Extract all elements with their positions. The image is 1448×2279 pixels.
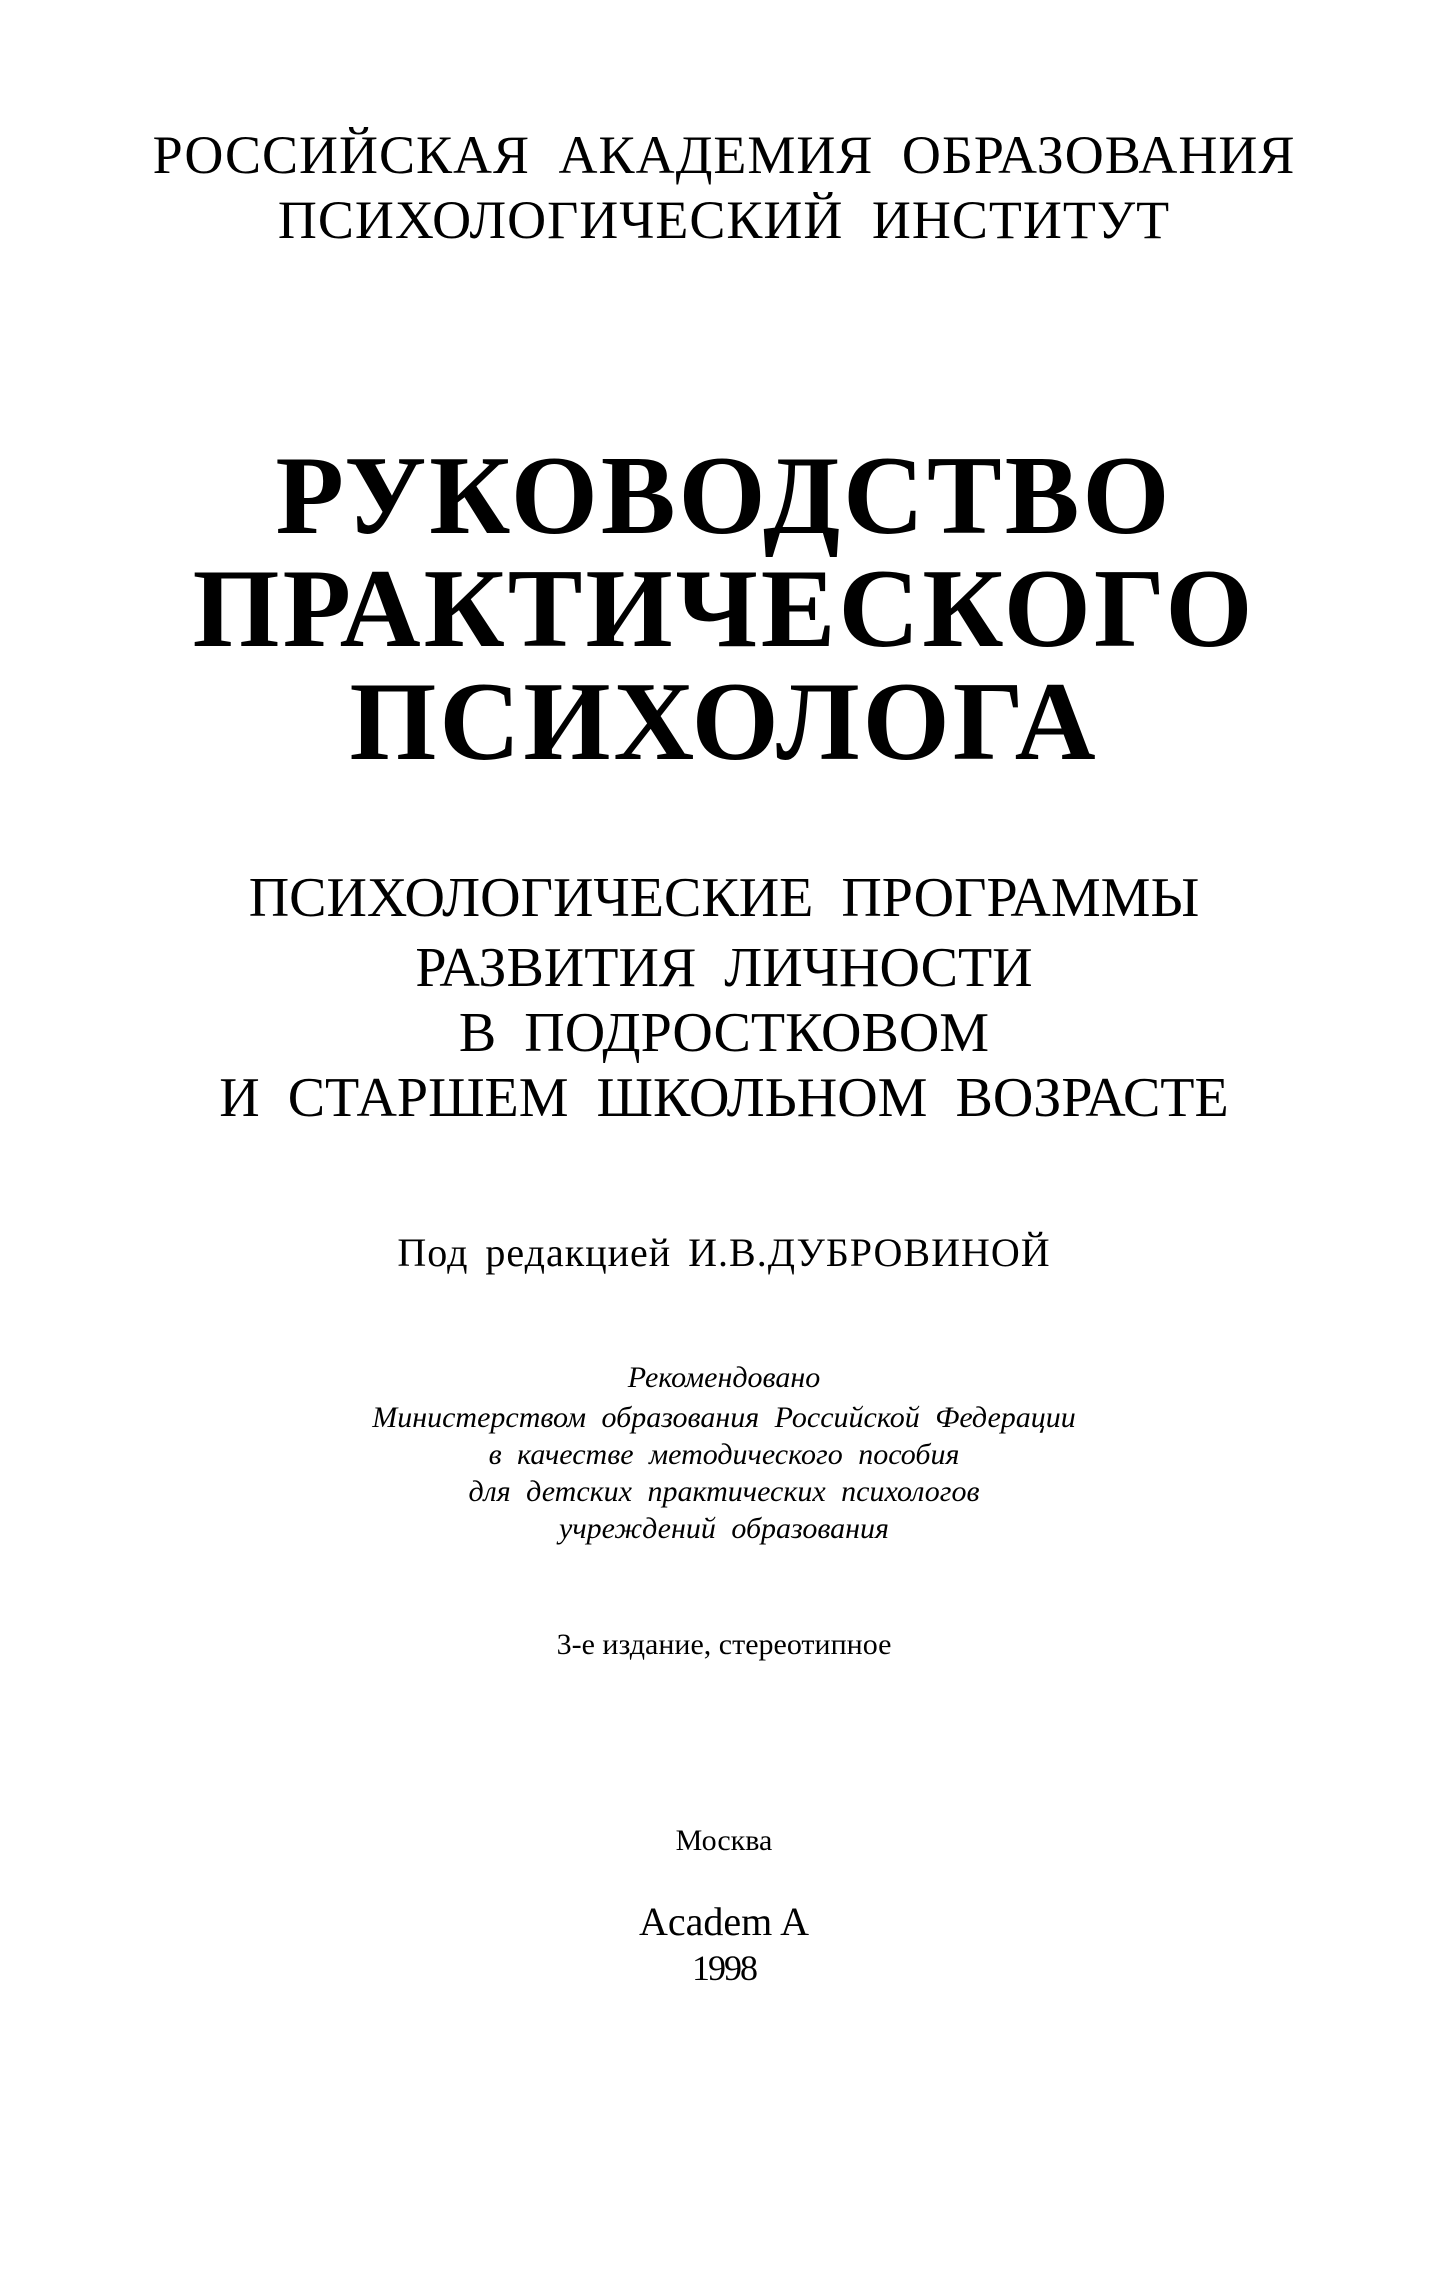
recommendation-line-5: учреждений образования [559, 1512, 889, 1545]
title-line-1: РУКОВОДСТВО [275, 434, 1173, 558]
recommendation-line-4: для детских практических психологов [468, 1475, 980, 1508]
recommendation-line-2: Министерством образования Российской Федерации [372, 1401, 1076, 1434]
recommendation-line-3: в качестве методического пособия [488, 1438, 960, 1471]
edition-line: 3-е издание, стереотипное [556, 1628, 892, 1661]
imprint-publisher: Academ A [639, 1899, 809, 1944]
subtitle-line-4: И СТАРШЕМ ШКОЛЬНОМ ВОЗРАСТЕ [219, 1067, 1229, 1129]
subtitle-line-1: ПСИХОЛОГИЧЕСКИЕ ПРОГРАММЫ [248, 867, 1200, 929]
title-line-2: ПРАКТИЧЕСКОГО [192, 547, 1256, 671]
imprint-city: Москва [675, 1824, 773, 1857]
title-line-3: ПСИХОЛОГА [349, 660, 1099, 784]
organization-line-1: РОССИЙСКАЯ АКАДЕМИЯ ОБРАЗОВАНИЯ [152, 125, 1296, 185]
subtitle-line-2: РАЗВИТИЯ ЛИЧНОСТИ [415, 937, 1033, 999]
imprint-year: 1998 [692, 1948, 756, 1988]
subtitle-line-3: В ПОДРОСТКОВОМ [458, 1002, 990, 1064]
organization-line-2: ПСИХОЛОГИЧЕСКИЙ ИНСТИТУТ [277, 190, 1171, 250]
recommendation-line-1: Рекомендовано [627, 1361, 821, 1394]
editor-line: Под редакцией И.В.ДУБРОВИНОЙ [397, 1230, 1051, 1275]
